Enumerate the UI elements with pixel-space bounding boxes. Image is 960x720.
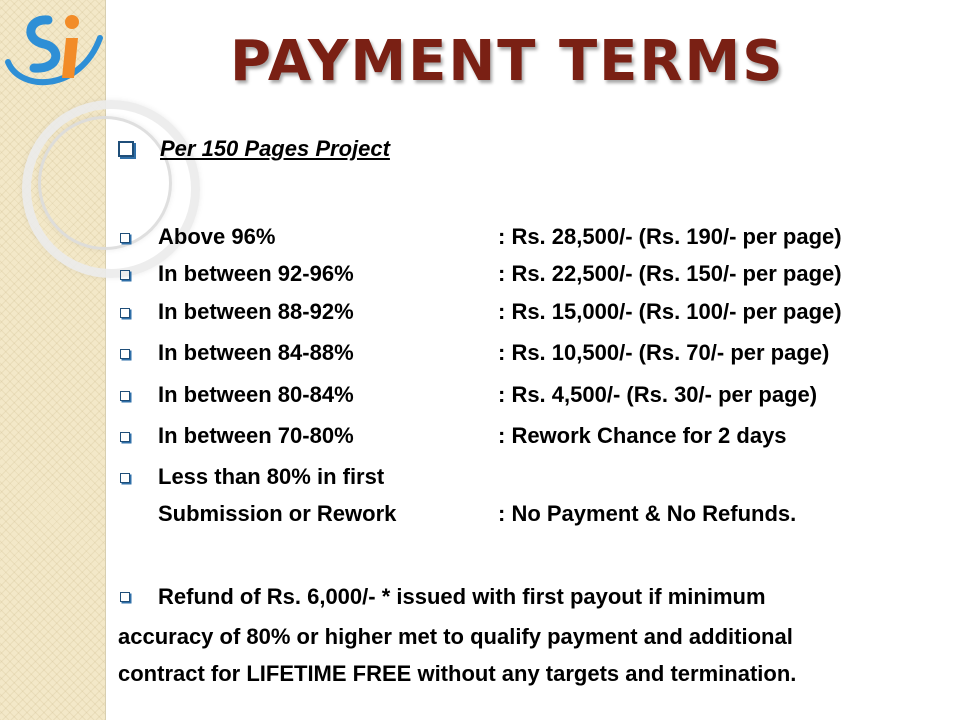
tier-label: Less than 80% in first — [158, 464, 385, 489]
refund-line-2: accuracy of 80% or higher met to qualify payment and additional — [118, 624, 793, 649]
tier-value: : Rs. 15,000/- (Rs. 100/- per page) — [498, 299, 842, 324]
bullet-icon — [120, 349, 130, 359]
bullet-icon — [120, 432, 130, 442]
bullet-icon — [120, 391, 130, 401]
company-logo — [0, 0, 105, 100]
tier-value: : Rs. 10,500/- (Rs. 70/- per page) — [498, 340, 830, 365]
bullet-icon — [120, 473, 130, 483]
tier-label: In between 70-80% — [158, 423, 354, 448]
project-heading: Per 150 Pages Project — [160, 136, 390, 161]
tier-value: : Rs. 22,500/- (Rs. 150/- per page) — [498, 261, 842, 286]
tier-value: : Rs. 4,500/- (Rs. 30/- per page) — [498, 382, 818, 407]
bullet-icon — [120, 270, 130, 280]
tier-label: Above 96% — [158, 224, 276, 249]
refund-line-3: contract for LIFETIME FREE without any targets and termination. — [118, 661, 797, 686]
bullet-icon — [120, 308, 130, 318]
tier-value: : No Payment & No Refunds. — [498, 501, 797, 526]
logo-icon — [0, 0, 105, 100]
bullet-icon — [120, 592, 130, 602]
tier-label: In between 84-88% — [158, 340, 354, 365]
decorative-ring-inner — [38, 116, 172, 250]
tier-label: Submission or Rework — [158, 501, 397, 526]
tier-value: : Rs. 28,500/- (Rs. 190/- per page) — [498, 224, 842, 249]
refund-line-1: Refund of Rs. 6,000/- * issued with first payout if minimum — [158, 584, 766, 609]
tier-value: : Rework Chance for 2 days — [498, 423, 787, 448]
tier-label: In between 80-84% — [158, 382, 354, 407]
tier-label: In between 88-92% — [158, 299, 354, 324]
checkbox-bullet-icon — [118, 141, 134, 157]
tier-label: In between 92-96% — [158, 261, 354, 286]
page-title: PAYMENT TERMS — [230, 29, 785, 94]
bullet-icon — [120, 233, 130, 243]
